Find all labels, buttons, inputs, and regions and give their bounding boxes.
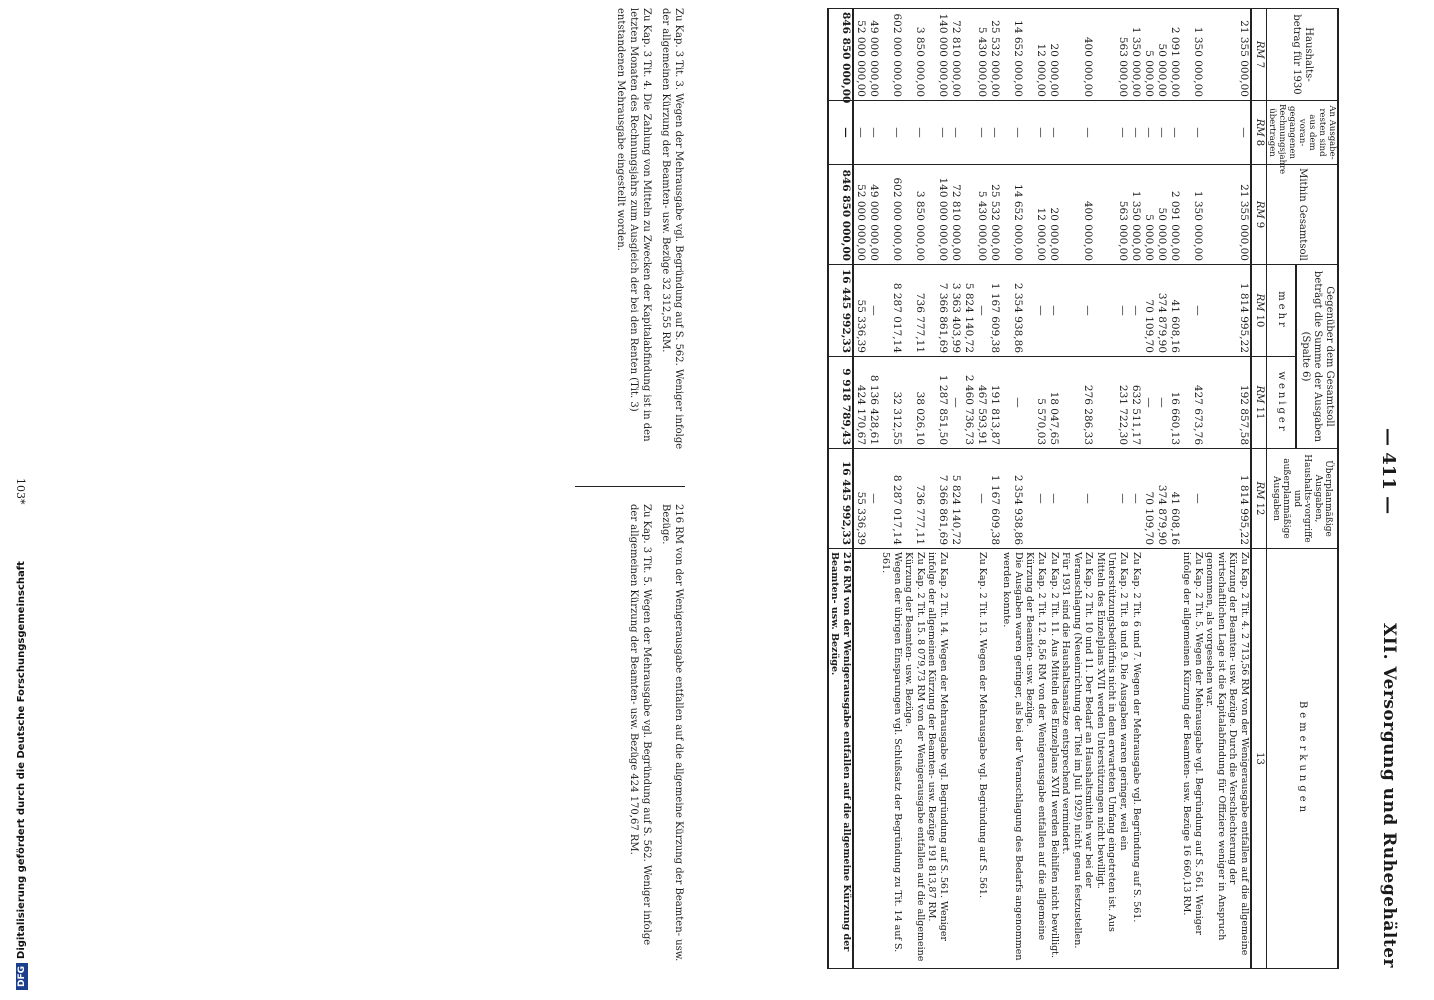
total-remark-cell: 216 RM von der Wenigerausgabe entfallen auf die allgemeine Kürzung der Beamten- usw. Bezüge. — [828, 549, 853, 969]
ueberplanmaessig-cell: 70 109,70 — [1142, 449, 1155, 549]
footnote-divider — [575, 486, 685, 487]
weniger-cell: 18 047,65 — [1047, 357, 1060, 449]
mehr-cell: 3 363 403,99 — [949, 265, 962, 357]
gesamtsoll-cell: 50 000,00 — [1155, 165, 1168, 265]
weniger-cell: 191 813,87 — [988, 357, 1001, 449]
haushaltsbetrag-cell: 21 355 000,00 — [1204, 9, 1251, 101]
total-gesamtsoll-cell: 846 850 000,00 — [828, 165, 853, 265]
gesamtsoll-cell: 20 000,00 — [1047, 165, 1060, 265]
haushaltsbetrag-cell: 25 532 000,00 — [988, 9, 1001, 101]
mehr-cell: 7 366 861,69 — [926, 265, 949, 357]
mehr-cell: 55 336,39 — [853, 265, 867, 357]
ausgabereste-cell — [962, 101, 975, 165]
mehr-cell: — — [1181, 265, 1204, 357]
remark-cell: Zu Kap. 2 Tit. 10 und 11. Der Bedarf an Haushaltsmitteln war bei der Veranschlagung (Neueinrichtung der Titel im Juli 1929) nicht genau festzustellen. Für 1931 sind die Haushaltsansätze entsprechend vermindert. — [1060, 549, 1095, 969]
remark-cell: Zu Kap. 2 Tit. 4. 2 713,56 RM von der Wenigerausgabe entfallen auf die allgemeine Kürzung der Beamten- usw. Bezüge. Durch die Verschlechterung der wirtschaftlichen Lage ist die Kapitalabfindung für Offiziere weniger in Anspruch genommen, als vorgesehen war. — [1204, 549, 1251, 969]
table-row — [926, 9, 949, 969]
ausgabereste-cell: — — [867, 101, 880, 165]
gesamtsoll-cell: 49 000 000,00 — [867, 165, 880, 265]
table-row — [1095, 9, 1130, 969]
col9-header: Mithin Gesamtsoll — [1267, 165, 1339, 265]
remark-cell: Die Ausgaben waren geringer, als bei der Veranschlagung des Bedarfs angenommen werden konnte. — [1001, 549, 1024, 969]
footnotes — [485, 8, 685, 968]
haushaltsbetrag-cell: 1 350 000,00 — [1129, 9, 1142, 101]
ausgabereste-cell: — — [949, 101, 962, 165]
mehr-cell: — — [867, 265, 880, 357]
ueberplanmaessig-cell: 1 167 609,38 — [988, 449, 1001, 549]
ueberplanmaessig-cell: 1 814 995,22 — [1204, 449, 1251, 549]
remark-cell — [867, 549, 880, 969]
gesamtsoll-cell: 52 000 000,00 — [853, 165, 867, 265]
mehr-cell: 736 777,11 — [903, 265, 926, 357]
col12-number: RM 12 — [1251, 449, 1267, 549]
remark-cell: Zu Kap. 2 Tit. 6 und 7. Wegen der Mehrausgabe vgl. Begründung auf S. 561. — [1129, 549, 1142, 969]
col12-header: Überplanmäßige Ausgaben, Haushalts-vorgriffe und außerplanmäßige Ausgaben — [1267, 449, 1339, 549]
weniger-cell: 38 026,10 — [903, 357, 926, 449]
gesamtsoll-cell: 1 350 000,00 — [1129, 165, 1142, 265]
remark-cell: Wegen der übrigen Einsparungen vgl. Schlußsatz der Begründung zu Tit. 14 auf S. 561. — [880, 549, 903, 969]
comparison-group-header: Gegenüber dem Gesamtsoll beträgt die Summe der Ausgaben (Spalte 6) — [1296, 265, 1338, 449]
table-row — [853, 9, 867, 969]
haushaltsbetrag-cell: 3 850 000,00 — [903, 9, 926, 101]
mehr-cell: 41 608,16 — [1168, 265, 1181, 357]
remark-cell: Zu Kap. 2 Tit. 5. Wegen der Mehrausgabe vgl. Begründung auf S. 561. Weniger infolge der allgemeinen Kürzung der Beamten- usw. Bezüge 16 660,13 RM. — [1181, 549, 1204, 969]
rotated-page — [5, 8, 1405, 968]
weniger-cell: — — [1001, 357, 1024, 449]
remark-cell — [988, 549, 1001, 969]
remark-cell: Zu Kap. 2 Tit. 8 und 9. Die Ausgaben waren geringer, weil ein Unterstützungsbedürfnis nicht in dem erwarteten Umfang eingetreten ist. Aus Mitteln des Einzelplans XVII werden Unterstützungen nicht bewilligt. — [1095, 549, 1130, 969]
remark-cell — [1155, 549, 1168, 969]
weniger-cell: 2 460 736,73 — [962, 357, 975, 449]
mehr-cell: 8 287 017,14 — [880, 265, 903, 357]
table-row — [1155, 9, 1168, 969]
footnote-right-1: Zu Kap. 3 Tit. 5. Wegen der Mehrausgabe vgl. Begründung auf S. 562. Weniger infolge der allgemeinen Kürzung der Beamten- usw. Bezüge 424 170,67 RM. — [628, 504, 652, 946]
table-row — [1001, 9, 1024, 969]
remark-cell: Zu Kap. 2 Tit. 11. Aus Mitteln des Einzelplans XVII werden Beihilfen nicht bewilligt. — [1047, 549, 1060, 969]
gesamtsoll-cell: 21 355 000,00 — [1204, 165, 1251, 265]
col7-number: RM 7 — [1251, 9, 1267, 101]
footnotes-right — [621, 504, 685, 964]
footnotes-left — [608, 8, 685, 468]
page-header — [1371, 8, 1399, 968]
total-haushaltsbetrag-cell: 846 850 000,00 — [828, 9, 853, 101]
haushaltsbetrag-cell: 12 000,00 — [1024, 9, 1047, 101]
weniger-cell: 192 857,58 — [1204, 357, 1251, 449]
mehr-cell: 1 814 995,22 — [1204, 265, 1251, 357]
gesamtsoll-cell: 25 532 000,00 — [988, 165, 1001, 265]
table-row — [1142, 9, 1155, 969]
table-row — [975, 9, 988, 969]
haushaltsbetrag-cell: 1 350 000,00 — [1181, 9, 1204, 101]
mehr-cell: — — [1060, 265, 1095, 357]
gesamtsoll-cell: 563 000,00 — [1095, 165, 1130, 265]
ausgabereste-cell: — — [1024, 101, 1047, 165]
table-row — [949, 9, 962, 969]
gesamtsoll-cell: 1 350 000,00 — [1181, 165, 1204, 265]
column-number-row — [1251, 9, 1267, 969]
col7-header: Haushalts-betrag für 1930 — [1267, 9, 1339, 101]
gesamtsoll-cell: 3 850 000,00 — [903, 165, 926, 265]
mehr-cell: — — [1095, 265, 1130, 357]
ueberplanmaessig-cell — [962, 449, 975, 549]
mehr-cell: 2 354 938,86 — [1001, 265, 1024, 357]
remark-cell — [949, 549, 962, 969]
remark-cell — [1168, 549, 1181, 969]
ausgabereste-cell: — — [1181, 101, 1204, 165]
remark-cell — [853, 549, 867, 969]
footnote-left-0: Zu Kap. 3 Tit. 3. Wegen der Mehrausgabe vgl. Begründung auf S. 562. Weniger infolge der allgemeinen Kürzung der Beamten- usw. Bezüge 32 312,55 RM. — [660, 8, 684, 450]
gesamtsoll-cell: 72 810 000,00 — [949, 165, 962, 265]
ausgabereste-cell: — — [1095, 101, 1130, 165]
table-row — [1204, 9, 1251, 969]
ausgabereste-cell: — — [903, 101, 926, 165]
table-row — [903, 9, 926, 969]
header-row — [1296, 9, 1338, 969]
table-row — [1129, 9, 1142, 969]
credit-text: Digitalisierung gefördert durch die Deutsche Forschungsgemeinschaft — [16, 561, 27, 959]
gesamtsoll-cell: 140 000 000,00 — [926, 165, 949, 265]
haushaltsbetrag-cell: 50 000,00 — [1155, 9, 1168, 101]
ausgabereste-cell: — — [1047, 101, 1060, 165]
remark-cell: Zu Kap. 2 Tit. 13. Wegen der Mehrausgabe vgl. Begründung auf S. 561. — [975, 549, 988, 969]
footnote-left-1: Zu Kap. 3 Tit. 4. Die Zahlung von Mitteln zu Zwecken der Kapitalabfindung ist in den letzten Monaten des Rechnungsjahrs zum Ausgleich der bei den Renten (Tit. 3) entstandenen Mehrausgabe eingestellt worden. — [615, 8, 652, 442]
haushaltsbetrag-cell: 563 000,00 — [1095, 9, 1130, 101]
gesamtsoll-cell: 12 000,00 — [1024, 165, 1047, 265]
ueberplanmaessig-cell: 2 354 938,86 — [1001, 449, 1024, 549]
ausgabereste-cell: — — [1001, 101, 1024, 165]
table-row — [962, 9, 975, 969]
weniger-cell: 427 673,76 — [1181, 357, 1204, 449]
col10-header: mehr — [1267, 265, 1297, 357]
ausgabereste-cell: — — [1168, 101, 1181, 165]
ausgabereste-cell: — — [853, 101, 867, 165]
mehr-cell: — — [1129, 265, 1142, 357]
gesamtsoll-cell: 14 652 000,00 — [1001, 165, 1024, 265]
weniger-cell: 276 286,33 — [1060, 357, 1095, 449]
ausgabereste-cell: — — [988, 101, 1001, 165]
page-number: — 411 — — [1378, 428, 1399, 515]
ueberplanmaessig-cell: — — [975, 449, 988, 549]
ausgabereste-cell: — — [1155, 101, 1168, 165]
total-weniger-cell: 9 918 789,43 — [828, 357, 853, 449]
haushaltsbetrag-cell: 72 810 000,00 — [949, 9, 962, 101]
ausgabereste-cell: — — [1060, 101, 1095, 165]
weniger-cell: 1 287 851,50 — [926, 357, 949, 449]
haushaltsbetrag-cell: 20 000,00 — [1047, 9, 1060, 101]
ueberplanmaessig-cell: — — [1129, 449, 1142, 549]
ueberplanmaessig-cell: — — [1047, 449, 1060, 549]
haushaltsbetrag-cell: 602 000 000,00 — [880, 9, 903, 101]
ueberplanmaessig-cell: — — [1060, 449, 1095, 549]
ueberplanmaessig-cell: 8 287 017,14 — [880, 449, 903, 549]
ausgabereste-cell: — — [1129, 101, 1142, 165]
ueberplanmaessig-cell: 7 366 861,69 — [926, 449, 949, 549]
mehr-cell: 374 879,90 — [1155, 265, 1168, 357]
ueberplanmaessig-cell: — — [867, 449, 880, 549]
ueberplanmaessig-cell: — — [1024, 449, 1047, 549]
table-row — [1060, 9, 1095, 969]
col13-header: Bemerkungen — [1267, 549, 1339, 969]
col8-number: RM 8 — [1251, 101, 1267, 165]
col11-header: weniger — [1267, 357, 1297, 449]
gesamtsoll-cell: 400 000,00 — [1060, 165, 1095, 265]
weniger-cell: 632 511,17 — [1129, 357, 1142, 449]
ueberplanmaessig-cell: 5 824 140,72 — [949, 449, 962, 549]
ausgabereste-cell: — — [1204, 101, 1251, 165]
ausgabereste-cell: — — [880, 101, 903, 165]
mehr-cell: 5 824 140,72 — [962, 265, 975, 357]
mehr-cell: — — [975, 265, 988, 357]
weniger-cell: 231 722,30 — [1095, 357, 1130, 449]
total-ausgabereste-cell: — — [828, 101, 853, 165]
table-row — [988, 9, 1001, 969]
weniger-cell: — — [949, 357, 962, 449]
haushaltsbetrag-cell: 14 652 000,00 — [1001, 9, 1024, 101]
col10-number: RM 10 — [1251, 265, 1267, 357]
table-row — [867, 9, 880, 969]
haushaltsbetrag-cell: 49 000 000,00 — [867, 9, 880, 101]
remark-cell: Zu Kap. 2 Tit. 14. Wegen der Mehrausgabe vgl. Begründung auf S. 561. Weniger infolge der allgemeinen Kürzung der Beamten- usw. Bezüge 191 813,87 RM. — [926, 549, 949, 969]
haushaltsbetrag-cell: 5 430 000,00 — [975, 9, 988, 101]
weniger-cell: 467 593,91 — [975, 357, 988, 449]
col9-number: RM 9 — [1251, 165, 1267, 265]
ausgabereste-cell: — — [1142, 101, 1155, 165]
weniger-cell: 16 660,13 — [1168, 357, 1181, 449]
footnote-right-0: 216 RM von der Wenigerausgabe entfallen auf die allgemeine Kürzung der Beamten- usw. Bezüge. — [660, 504, 684, 962]
weniger-cell: — — [1142, 357, 1155, 449]
haushaltsbetrag-cell: 140 000 000,00 — [926, 9, 949, 101]
ausgabereste-cell: — — [926, 101, 949, 165]
total-ueberplanmaessig-cell: 16 445 992,33 — [828, 449, 853, 549]
budget-table — [827, 8, 1339, 969]
remark-cell — [962, 549, 975, 969]
table-row — [1047, 9, 1060, 969]
ueberplanmaessig-cell: 41 608,16 — [1168, 449, 1181, 549]
haushaltsbetrag-cell — [962, 9, 975, 101]
mehr-cell: — — [1047, 265, 1060, 357]
footer-number: 103* — [14, 478, 27, 505]
mehr-cell: — — [1024, 265, 1047, 357]
weniger-cell: 8 136 428,61 — [867, 357, 880, 449]
table-row — [880, 9, 903, 969]
haushaltsbetrag-cell: 400 000,00 — [1060, 9, 1095, 101]
weniger-cell: 5 570,03 — [1024, 357, 1047, 449]
mehr-cell: 70 109,70 — [1142, 265, 1155, 357]
haushaltsbetrag-cell: 52 000 000,00 — [853, 9, 867, 101]
table-row — [1168, 9, 1181, 969]
remark-cell — [1142, 549, 1155, 969]
ausgabereste-cell: — — [975, 101, 988, 165]
weniger-cell: 424 170,67 — [853, 357, 867, 449]
dfg-logo: DFG — [16, 963, 28, 990]
mehr-cell: 1 167 609,38 — [988, 265, 1001, 357]
col13-number: 13 — [1251, 549, 1267, 969]
total-row — [828, 9, 853, 969]
total-mehr-cell: 16 445 992,33 — [828, 265, 853, 357]
ueberplanmaessig-cell: 55 336,39 — [853, 449, 867, 549]
table-row — [1181, 9, 1204, 969]
ueberplanmaessig-cell: 374 879,90 — [1155, 449, 1168, 549]
col11-number: RM 11 — [1251, 357, 1267, 449]
gesamtsoll-cell: 5 430 000,00 — [975, 165, 988, 265]
haushaltsbetrag-cell: 2 091 000,00 — [1168, 9, 1181, 101]
gesamtsoll-cell: 2 091 000,00 — [1168, 165, 1181, 265]
ueberplanmaessig-cell: 736 777,11 — [903, 449, 926, 549]
weniger-cell: 32 312,55 — [880, 357, 903, 449]
ueberplanmaessig-cell: — — [1181, 449, 1204, 549]
gesamtsoll-cell — [962, 165, 975, 265]
table-row — [1024, 9, 1047, 969]
gesamtsoll-cell: 5 000,00 — [1142, 165, 1155, 265]
weniger-cell: — — [1155, 357, 1168, 449]
gesamtsoll-cell: 602 000 000,00 — [880, 165, 903, 265]
remark-cell: Zu Kap. 2 Tit. 12. 8,56 RM von der Wenigerausgabe entfallen auf die allgemeine Kürzung der Beamten- usw. Bezüge. — [1024, 549, 1047, 969]
page-title: XII. Versorgung und Ruhegehälter — [1379, 623, 1399, 968]
haushaltsbetrag-cell: 5 000,00 — [1142, 9, 1155, 101]
ueberplanmaessig-cell: — — [1095, 449, 1130, 549]
remark-cell: Zu Kap. 2 Tit. 15. 8 079,73 RM von der Wenigerausgabe entfallen auf die allgemeine Kürzung der Beamten- usw. Bezüge. — [903, 549, 926, 969]
col8-header: An Ausgabe-resten sind aus dem voran-gegangenen Rechnungsjahre übertragen — [1267, 101, 1339, 165]
